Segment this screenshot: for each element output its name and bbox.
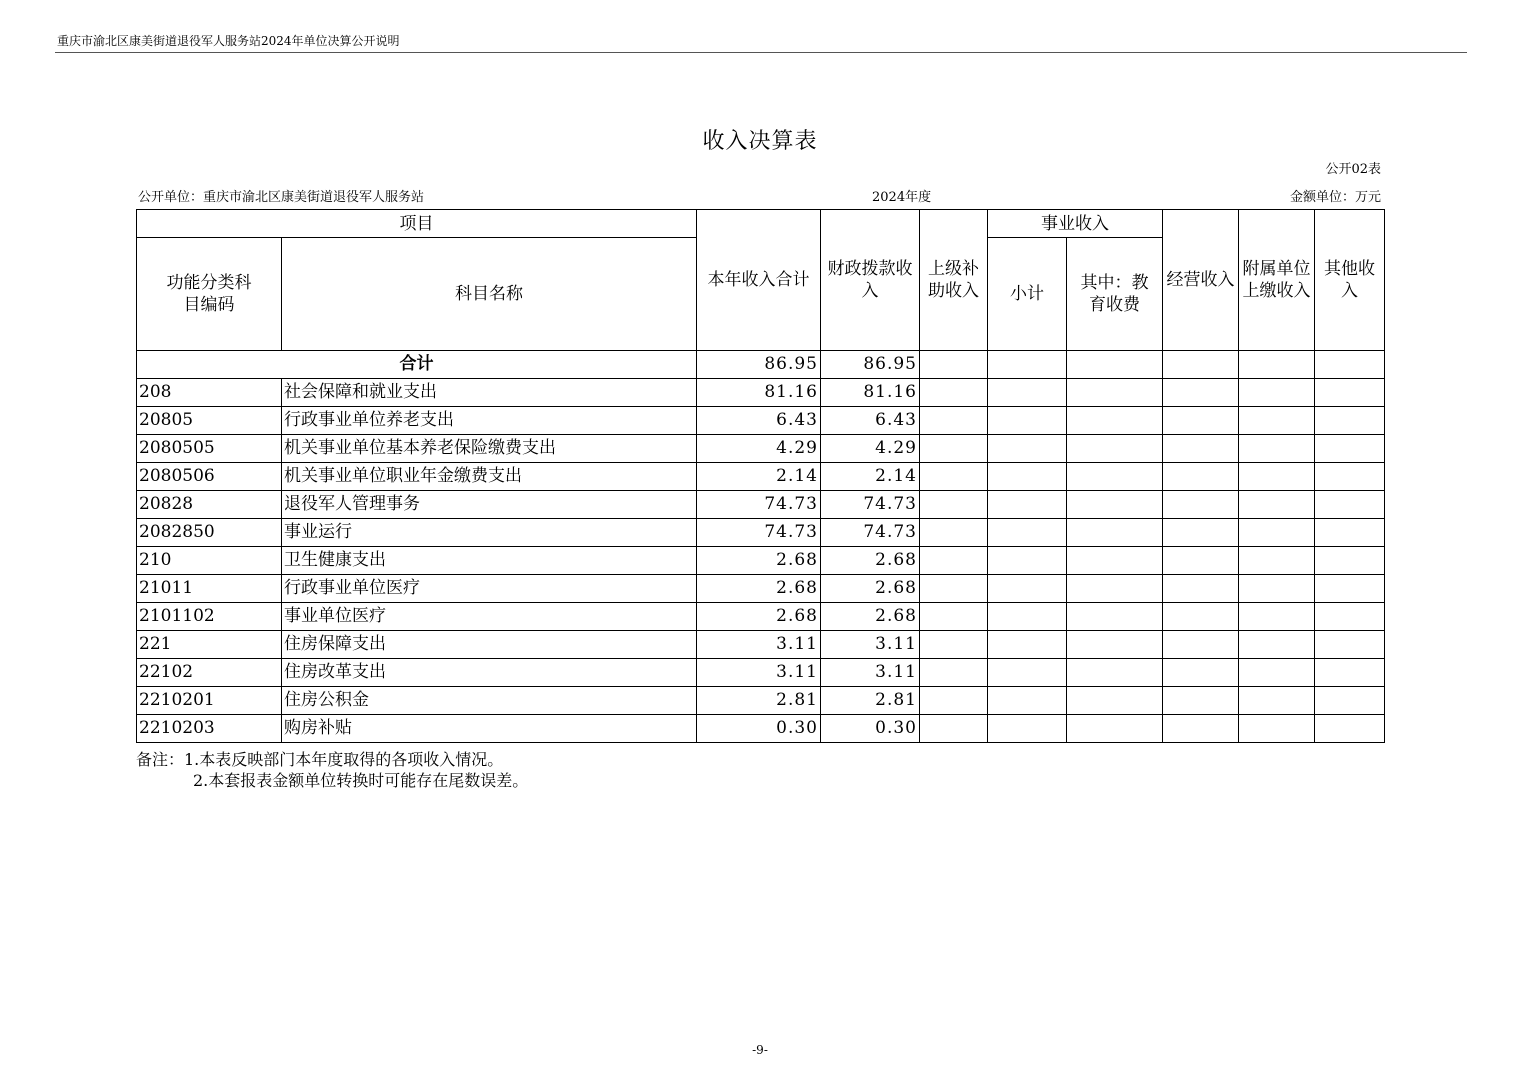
empty-cell	[1163, 463, 1239, 491]
table-row	[137, 575, 1385, 603]
row-code: 208	[137, 379, 282, 407]
empty-cell	[1067, 547, 1163, 575]
form-code: 公开02表	[1325, 162, 1381, 177]
empty-cell	[1067, 407, 1163, 435]
row-fiscal: 0.30	[821, 715, 920, 743]
empty-cell	[1163, 631, 1239, 659]
total-income-value: 86.95	[697, 351, 821, 379]
row-fiscal: 2.81	[821, 687, 920, 715]
empty-cell	[1067, 687, 1163, 715]
row-fiscal: 3.11	[821, 659, 920, 687]
income-table	[136, 209, 1385, 743]
row-fiscal: 4.29	[821, 435, 920, 463]
table-row	[137, 631, 1385, 659]
empty-cell	[988, 687, 1067, 715]
empty-cell	[1239, 463, 1315, 491]
empty-cell	[1067, 435, 1163, 463]
empty-cell	[920, 379, 988, 407]
empty-cell	[1067, 631, 1163, 659]
empty-cell	[920, 463, 988, 491]
note-line-2: 2.本套报表金额单位转换时可能存在尾数误差。	[193, 771, 529, 790]
table-row	[137, 463, 1385, 491]
row-subject-name: 购房补贴	[282, 715, 697, 743]
row-total-income: 4.29	[697, 435, 821, 463]
empty-cell	[988, 603, 1067, 631]
empty-cell	[1315, 715, 1385, 743]
row-subject-name: 退役军人管理事务	[282, 491, 697, 519]
table-row	[137, 379, 1385, 407]
row-fiscal: 2.68	[821, 547, 920, 575]
table-row	[137, 407, 1385, 435]
row-code: 2082850	[137, 519, 282, 547]
row-code: 2101102	[137, 603, 282, 631]
empty-cell	[920, 435, 988, 463]
row-subject-name: 事业运行	[282, 519, 697, 547]
row-code: 2080505	[137, 435, 282, 463]
header-business-income: 事业收入	[988, 210, 1163, 238]
empty-cell	[1239, 603, 1315, 631]
row-subject-name: 住房改革支出	[282, 659, 697, 687]
empty-cell	[1315, 463, 1385, 491]
empty-cell	[1163, 519, 1239, 547]
empty-cell	[1315, 547, 1385, 575]
empty-cell	[1163, 435, 1239, 463]
row-code: 2080506	[137, 463, 282, 491]
row-total-income: 81.16	[697, 379, 821, 407]
row-total-income: 2.14	[697, 463, 821, 491]
empty-cell	[988, 575, 1067, 603]
empty-cell	[1239, 715, 1315, 743]
row-subject-name: 事业单位医疗	[282, 603, 697, 631]
table-row	[137, 659, 1385, 687]
row-subject-name: 住房保障支出	[282, 631, 697, 659]
table-row	[137, 603, 1385, 631]
empty-cell	[1239, 575, 1315, 603]
empty-cell	[1239, 491, 1315, 519]
row-total-income: 0.30	[697, 715, 821, 743]
page-title: 收入决算表	[702, 129, 818, 154]
row-subject-name: 卫生健康支出	[282, 547, 697, 575]
empty-cell	[920, 575, 988, 603]
header-rule	[55, 52, 1467, 53]
row-total-income: 2.68	[697, 547, 821, 575]
notes	[136, 749, 528, 791]
row-subject-name: 机关事业单位基本养老保险缴费支出	[282, 435, 697, 463]
amount-unit: 金额单位：万元	[1289, 190, 1381, 205]
empty-cell	[1315, 603, 1385, 631]
empty-cell	[1163, 715, 1239, 743]
empty-cell	[920, 603, 988, 631]
table-row	[137, 435, 1385, 463]
empty-cell	[988, 435, 1067, 463]
empty-cell	[988, 379, 1067, 407]
empty-cell	[920, 519, 988, 547]
header-total-income: 本年收入合计	[697, 210, 821, 351]
reporting-unit: 公开单位：重庆市渝北区康美街道退役军人服务站	[138, 190, 425, 205]
table-row	[137, 687, 1385, 715]
empty-cell	[1315, 659, 1385, 687]
row-subject-name: 社会保障和就业支出	[282, 379, 697, 407]
empty-cell	[1067, 575, 1163, 603]
empty-cell	[1163, 687, 1239, 715]
row-code: 221	[137, 631, 282, 659]
header-superior-subsidy: 上级补助收入	[920, 210, 988, 351]
empty-cell	[988, 547, 1067, 575]
row-fiscal: 2.68	[821, 575, 920, 603]
row-fiscal: 2.68	[821, 603, 920, 631]
empty-cell	[1315, 519, 1385, 547]
empty-cell	[1067, 659, 1163, 687]
row-code: 2210201	[137, 687, 282, 715]
empty-cell	[920, 491, 988, 519]
empty-cell	[988, 463, 1067, 491]
empty-cell	[1163, 379, 1239, 407]
report-year: 2024年度	[872, 190, 932, 205]
empty-cell	[988, 715, 1067, 743]
empty-cell	[1067, 519, 1163, 547]
empty-cell	[988, 519, 1067, 547]
row-fiscal: 74.73	[821, 491, 920, 519]
header-func-code: 功能分类科目编码	[137, 238, 282, 351]
empty-cell	[920, 547, 988, 575]
header-subject-name: 科目名称	[282, 238, 697, 351]
empty-cell	[1239, 407, 1315, 435]
empty-cell	[1315, 687, 1385, 715]
header-operating: 经营收入	[1163, 210, 1239, 351]
table-row	[137, 715, 1385, 743]
header-subtotal: 小计	[988, 238, 1067, 351]
row-total-income: 74.73	[697, 491, 821, 519]
row-total-income: 6.43	[697, 407, 821, 435]
empty-cell	[1315, 435, 1385, 463]
empty-cell	[1163, 659, 1239, 687]
empty-cell	[1239, 379, 1315, 407]
empty-cell	[1315, 491, 1385, 519]
empty-cell	[1239, 435, 1315, 463]
table-row	[137, 519, 1385, 547]
table-row	[137, 547, 1385, 575]
header-affiliated: 附属单位上缴收入	[1239, 210, 1315, 351]
row-total-income: 2.68	[697, 575, 821, 603]
total-label: 合计	[137, 351, 697, 379]
empty-cell	[920, 631, 988, 659]
empty-cell	[920, 687, 988, 715]
empty-cell	[1163, 407, 1239, 435]
page-number: -9-	[752, 1043, 768, 1057]
row-subject-name: 机关事业单位职业年金缴费支出	[282, 463, 697, 491]
row-subject-name: 住房公积金	[282, 687, 697, 715]
row-subject-name: 行政事业单位养老支出	[282, 407, 697, 435]
empty-cell	[920, 715, 988, 743]
row-subject-name: 行政事业单位医疗	[282, 575, 697, 603]
empty-cell	[1239, 519, 1315, 547]
empty-cell	[920, 407, 988, 435]
row-total-income: 3.11	[697, 631, 821, 659]
empty-cell	[1315, 379, 1385, 407]
empty-cell	[920, 659, 988, 687]
row-fiscal: 74.73	[821, 519, 920, 547]
row-code: 20828	[137, 491, 282, 519]
empty-cell	[1315, 407, 1385, 435]
empty-cell	[1067, 715, 1163, 743]
empty-cell	[1315, 575, 1385, 603]
table-row	[137, 491, 1385, 519]
empty-cell	[1067, 379, 1163, 407]
row-code: 22102	[137, 659, 282, 687]
note-line-1: 备注：1.本表反映部门本年度取得的各项收入情况。	[136, 750, 504, 769]
row-total-income: 3.11	[697, 659, 821, 687]
empty-cell	[1239, 631, 1315, 659]
empty-cell	[1239, 547, 1315, 575]
empty-cell	[1067, 491, 1163, 519]
empty-cell	[988, 407, 1067, 435]
row-fiscal: 2.14	[821, 463, 920, 491]
empty-cell	[1239, 687, 1315, 715]
row-code: 20805	[137, 407, 282, 435]
row-total-income: 2.81	[697, 687, 821, 715]
row-fiscal: 6.43	[821, 407, 920, 435]
empty-cell	[1067, 463, 1163, 491]
empty-cell	[1163, 547, 1239, 575]
header-other: 其他收入	[1315, 210, 1385, 351]
row-code: 2210203	[137, 715, 282, 743]
total-fiscal-value: 86.95	[821, 351, 920, 379]
empty-cell	[988, 491, 1067, 519]
header-education-fee: 其中：教育收费	[1067, 238, 1163, 351]
empty-cell	[1163, 575, 1239, 603]
empty-cell	[1239, 659, 1315, 687]
total-row	[137, 351, 1385, 379]
row-code: 210	[137, 547, 282, 575]
empty-cell	[988, 659, 1067, 687]
row-total-income: 2.68	[697, 603, 821, 631]
header-fiscal: 财政拨款收入	[821, 210, 920, 351]
row-fiscal: 81.16	[821, 379, 920, 407]
row-code: 21011	[137, 575, 282, 603]
empty-cell	[988, 631, 1067, 659]
row-total-income: 74.73	[697, 519, 821, 547]
empty-cell	[1163, 491, 1239, 519]
header-item: 项目	[137, 210, 697, 238]
empty-cell	[1067, 603, 1163, 631]
row-fiscal: 3.11	[821, 631, 920, 659]
empty-cell	[1163, 603, 1239, 631]
running-header: 重庆市渝北区康美街道退役军人服务站2024年单位决算公开说明	[57, 34, 400, 48]
empty-cell	[1315, 631, 1385, 659]
